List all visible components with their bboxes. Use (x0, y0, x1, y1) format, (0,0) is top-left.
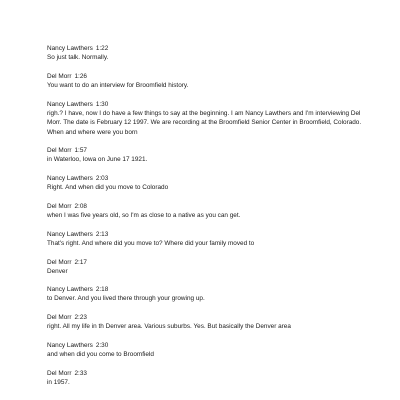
speaker-line (47, 258, 372, 267)
speaker-line (47, 230, 372, 239)
transcript-entry (47, 313, 372, 332)
speaker-name: Del Morr (47, 369, 72, 377)
transcript-entry (47, 44, 372, 63)
speaker-line (47, 100, 372, 109)
speaker-line (47, 146, 372, 155)
transcript-entry (47, 174, 372, 193)
transcript-entry (47, 202, 372, 221)
utterance: when I was five years old, so I'm as close to a native as you can get. (47, 211, 241, 219)
utterance: right. All my life in th Denver area. Various suburbs. Yes. But basically the Denver area (47, 323, 291, 331)
timestamp: 2:17 (74, 258, 87, 266)
timestamp: 2:30 (95, 341, 109, 349)
speaker-name: Nancy Lawthers (47, 341, 93, 349)
transcript (47, 44, 372, 397)
speaker-name: Del Morr (47, 147, 72, 155)
utterance: in 1957. (47, 378, 70, 386)
speaker-line (47, 313, 372, 322)
utterance: in Waterloo, Iowa on June 17 1921. (47, 156, 148, 164)
speaker-name: Nancy Lawthers (47, 230, 93, 238)
utterance: So just talk. Normally. (47, 54, 109, 61)
speaker-line (47, 72, 372, 81)
transcript-entry (47, 369, 372, 388)
speaker-name: Del Morr (47, 72, 72, 80)
speaker-name: Nancy Lawthers (47, 175, 93, 183)
transcript-entry (47, 72, 372, 91)
transcript-entry (47, 285, 372, 304)
speaker-line (47, 285, 372, 294)
transcript-entry (47, 100, 372, 138)
utterance: and when did you come to Broomfield (47, 350, 154, 358)
timestamp: 2:18 (95, 286, 109, 294)
speaker-line (47, 202, 372, 211)
timestamp: 1:22 (95, 45, 109, 52)
utterance: to Denver. And you lived there through your growing up. (47, 295, 205, 303)
timestamp: 2:23 (74, 314, 87, 322)
timestamp: 1:30 (95, 100, 109, 108)
speaker-line (47, 44, 372, 53)
timestamp: 2:03 (95, 175, 109, 183)
speaker-line (47, 369, 372, 378)
utterance: You want to do an interview for Broomfield history. (47, 81, 189, 89)
speaker-name: Nancy Lawthers (47, 286, 93, 294)
speaker-line (47, 341, 372, 350)
transcript-entry (47, 341, 372, 360)
speaker-line (47, 174, 372, 183)
transcript-entry (47, 146, 372, 165)
timestamp: 2:13 (95, 230, 109, 238)
speaker-name: Del Morr (47, 258, 72, 266)
utterance: Denver (47, 267, 68, 275)
speaker-name: Del Morr (47, 314, 72, 322)
timestamp: 2:08 (74, 202, 87, 210)
timestamp: 2:33 (74, 369, 87, 377)
utterance: righ.? I have, now I do have a few things to say at the beginning. I am Nancy Lawthers and I'm interviewing Del Morr. The date is February 12 1997. We are recording at the Broomfield Senior Center in Broomfield, Colorado. When and where were you born (47, 109, 362, 136)
speaker-name: Nancy Lawthers (47, 45, 93, 52)
utterance: That's right. And where did you move to? Where did your family moved to (47, 239, 255, 247)
utterance: Right. And when did you move to Colorado (47, 184, 169, 192)
transcript-entry (47, 258, 372, 277)
timestamp: 1:57 (74, 147, 87, 155)
timestamp: 1:26 (74, 72, 87, 80)
transcript-entry (47, 230, 372, 249)
speaker-name: Nancy Lawthers (47, 100, 93, 108)
speaker-name: Del Morr (47, 202, 72, 210)
